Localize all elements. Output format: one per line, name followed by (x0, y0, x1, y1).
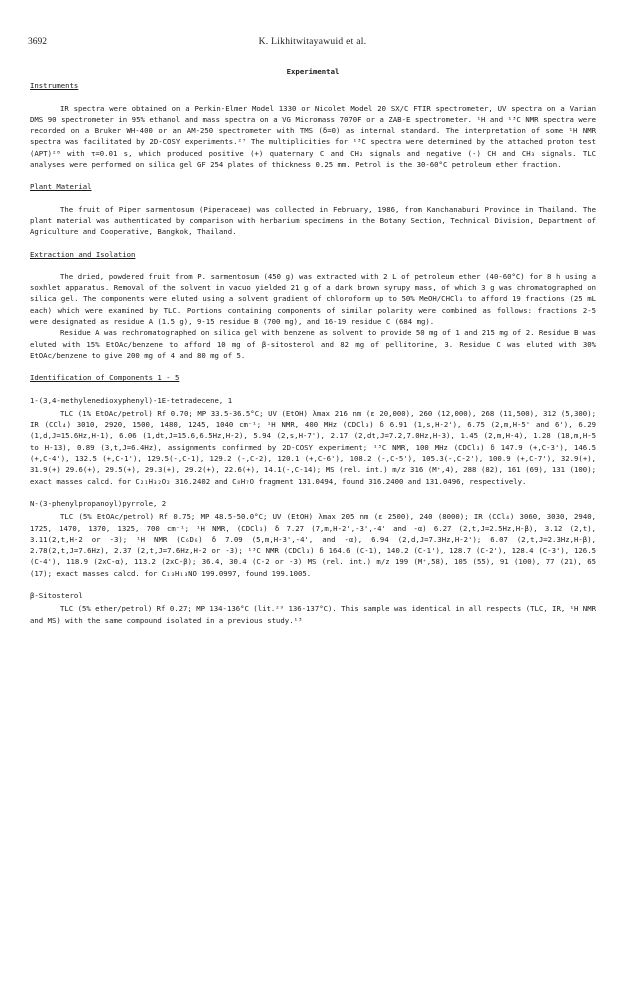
compound-2-data-text: TLC (5% EtOAc/petrol) Rf 0.75; MP 48.5-50.0°C; UV (EtOH) λmax 205 nm (ε 2500), 240 (8000); IR (CCl₄) 3060, 3030, 2940, 1725, 1470, 1370, 1325, 700 cm⁻¹; ¹H NMR, (CDCl₃) δ 7.27 (7,m,H-2',-3',-4' and -α) 6.27 (2,t,J=2.5Hz,H-β), 3.12 (2,t), 3.11(2,t,H-2 or -3); ¹H NMR (C₆D₆) δ 7.09 (5,m,H-3',-4', and -α), 6.94 (2,d,J=7.3Hz,H-2'); 6.07 (2,t,J=2.3Hz,H-β), 2.78(2,t,J=7.6Hz), 2.37 (2,t,J=7.6Hz,H-2 or -3); ¹³C NMR (CDCl₃) δ 164.6 (C-1), 140.2 (C-1'), 128.7 (C-2'), 128.4 (C-3'), 126.5 (C-4'), 118.9 (2xC-α), 113.2 (2xC-β); 36.4, 30.4 (C-2 or -3) MS (rel. int.) m/z 199 (M⁺,58), 105 (55), 91 (100), 77 (21), 65 (17); exact masses calcd. for C₁₃H₁₃NO 199.0997, found 199.1005. (30, 512, 596, 578)
compound-3-name: β-Sitosterol (30, 590, 83, 600)
page-number: 3692 (28, 37, 47, 47)
compound-2-data (30, 511, 596, 579)
paragraph-extraction-1-text: The dried, powdered fruit from P. sarmentosum (450 g) was extracted with 2 L of petroleum ether (40-60°C) for 8 h using a soxhlet apparatus. Removal of the solvent in vacuo yielded 21 g of a dark brown syrupy mass, of which 3 g was chromatographed on silica gel. The components were eluted using a solvent gradient of chloroform up to 50% MeOH/CHCl₃ to afford 19 fractions (25 mL each) which were examined by TLC. Portions containing components of similar polarity were combined as follows: fractions 2-5 were designated as residue A (1.5 g), 9-15 residue B (700 mg), and 16-19 residue C (684 mg). (30, 271, 596, 327)
paragraph-instruments (30, 103, 596, 171)
paragraph-extraction-1 (30, 271, 596, 327)
paragraph-plant-material (30, 204, 596, 238)
section-title: Experimental (286, 67, 340, 76)
paragraph-extraction-2-text: Residue A was rechromatographed on silica gel with benzene as solvent to provide 50 mg of 1 and 215 mg of 2. Residue B was eluted with 15% EtOAc/benzene to afford 10 mg of β-sitosterol and 82 mg of pellitorine, 3. Residue C was eluted with 30% EtOAc/benzene to give 200 mg of 4 and 80 mg of 5. (30, 328, 596, 360)
heading-instruments: Instruments (30, 81, 79, 91)
compound-1-name: 1-(3,4-methylenedioxyphenyl)-1E-tetradecene, 1 (30, 395, 233, 405)
paragraph-instruments-text: IR spectra were obtained on a Perkin-Elmer Model 1330 or Nicolet Model 20 SX/C FTIR spectrometer, UV spectra on a Varian DMS 90 spectrometer in 95% ethanol and mass spectra on a VG Micromass 7070F or a ZAB-E spectrometer. ¹H and ¹³C NMR spectra were recorded on a Bruker WH-400 or an AM-250 spectrometer with TMS (δ=0) as internal standard. The interpretation of some ¹H NMR spectra was facilitated by 2D-COSY experiments.²⁷ The multiplicities for ¹³C spectra were determined by the attached proton test (APT)²⁸ with τ=0.01 s, which produced positive (+) quaternary C and CH₂ signals and negative (-) CH and CH₃ signals. TLC analyses were performed on silica gel GF 254 plates of thickness 0.25 mm. Petrol is the 30-60°C petroleum ether fraction. (30, 103, 596, 170)
paragraph-plant-material-text: The fruit of Piper sarmentosum (Piperaceae) was collected in February, 1986, from Kanchanaburi Province in Thailand. The plant material was authenticated by comparison with herbarium specimens in the Botany Section, Technical Division, Department of Agriculture and Cooperative, Bangkok, Thailand. (30, 204, 596, 237)
compound-3-data-text: TLC (5% ether/petrol) Rf 0.27; MP 134-136°C (lit.²⁹ 136-137°C). This sample was identical in all respects (TLC, IR, ¹H NMR and MS) with the same compound isolated in a previous study.¹³ (30, 604, 596, 625)
running-head: K. Likhitwitayawuid et al. (258, 37, 367, 47)
compound-2-name: N-(3-phenylpropanoyl)pyrrole, 2 (30, 498, 167, 508)
page-body (30, 66, 596, 637)
heading-identification: Identification of Components 1 - 5 (30, 373, 180, 383)
compound-3-data (30, 603, 596, 626)
heading-extraction: Extraction and Isolation (30, 249, 136, 259)
compound-1-data (30, 408, 596, 487)
compound-1-data-text: TLC (1% EtOAc/petrol) Rf 0.70; MP 33.5-36.5°C; UV (EtOH) λmax 216 nm (ε 20,000), 260 (12,000), 268 (11,500), 312 (5,300); IR (CCl₄) 3010, 2920, 1500, 1480, 1245, 1040 cm⁻¹; ¹H NMR, 400 MHz (CDCl₃) δ 6.91 (1,s,H-2'), 6.75 (2,m,H-5' and 6'), 6.29 (1,d,J=15.6Hz,H-1), 6.06 (1,dt,J=15.6,6.5Hz,H-2), 5.94 (2,s,H-7'), 2.17 (2,dt,J=7.2,7.0Hz,H-3), 1.45 (2,m,H-4), 1.28 (18,m,H-5 to H-13), 0.89 (3,t,J=6.4Hz), assignments confirmed by 2D-COSY experiment; ¹³C NMR, 100 MHz (CDCl₃) δ 147.9 (+,C-3'), 146.5 (+,C-4'), 132.5 (+,C-1'), 129.5(-,C-1), 129.2 (-,C-2), 120.1 (+,C-6'), 108.2 (-,C-5'), 105.3(-,C-2'), 100.9 (+,C-7'), 32.9(+), 31.9(+) 29.6(+), 29.5(+), 29.3(+), 29.2(+), 22.6(+), 14.1(-,C-14); MS (rel. int.) m/z 316 (M⁺,4), 288 (82), 161 (69), 131 (100); exact masses calcd. for C₂₁H₃₂O₂ 316.2402 and C₈H₇O fragment 131.0494, found 316.2400 and 131.0496, respectively. (30, 408, 596, 486)
running-header (28, 37, 597, 51)
paragraph-extraction-2 (30, 327, 596, 361)
heading-plant-material: Plant Material (30, 182, 92, 192)
